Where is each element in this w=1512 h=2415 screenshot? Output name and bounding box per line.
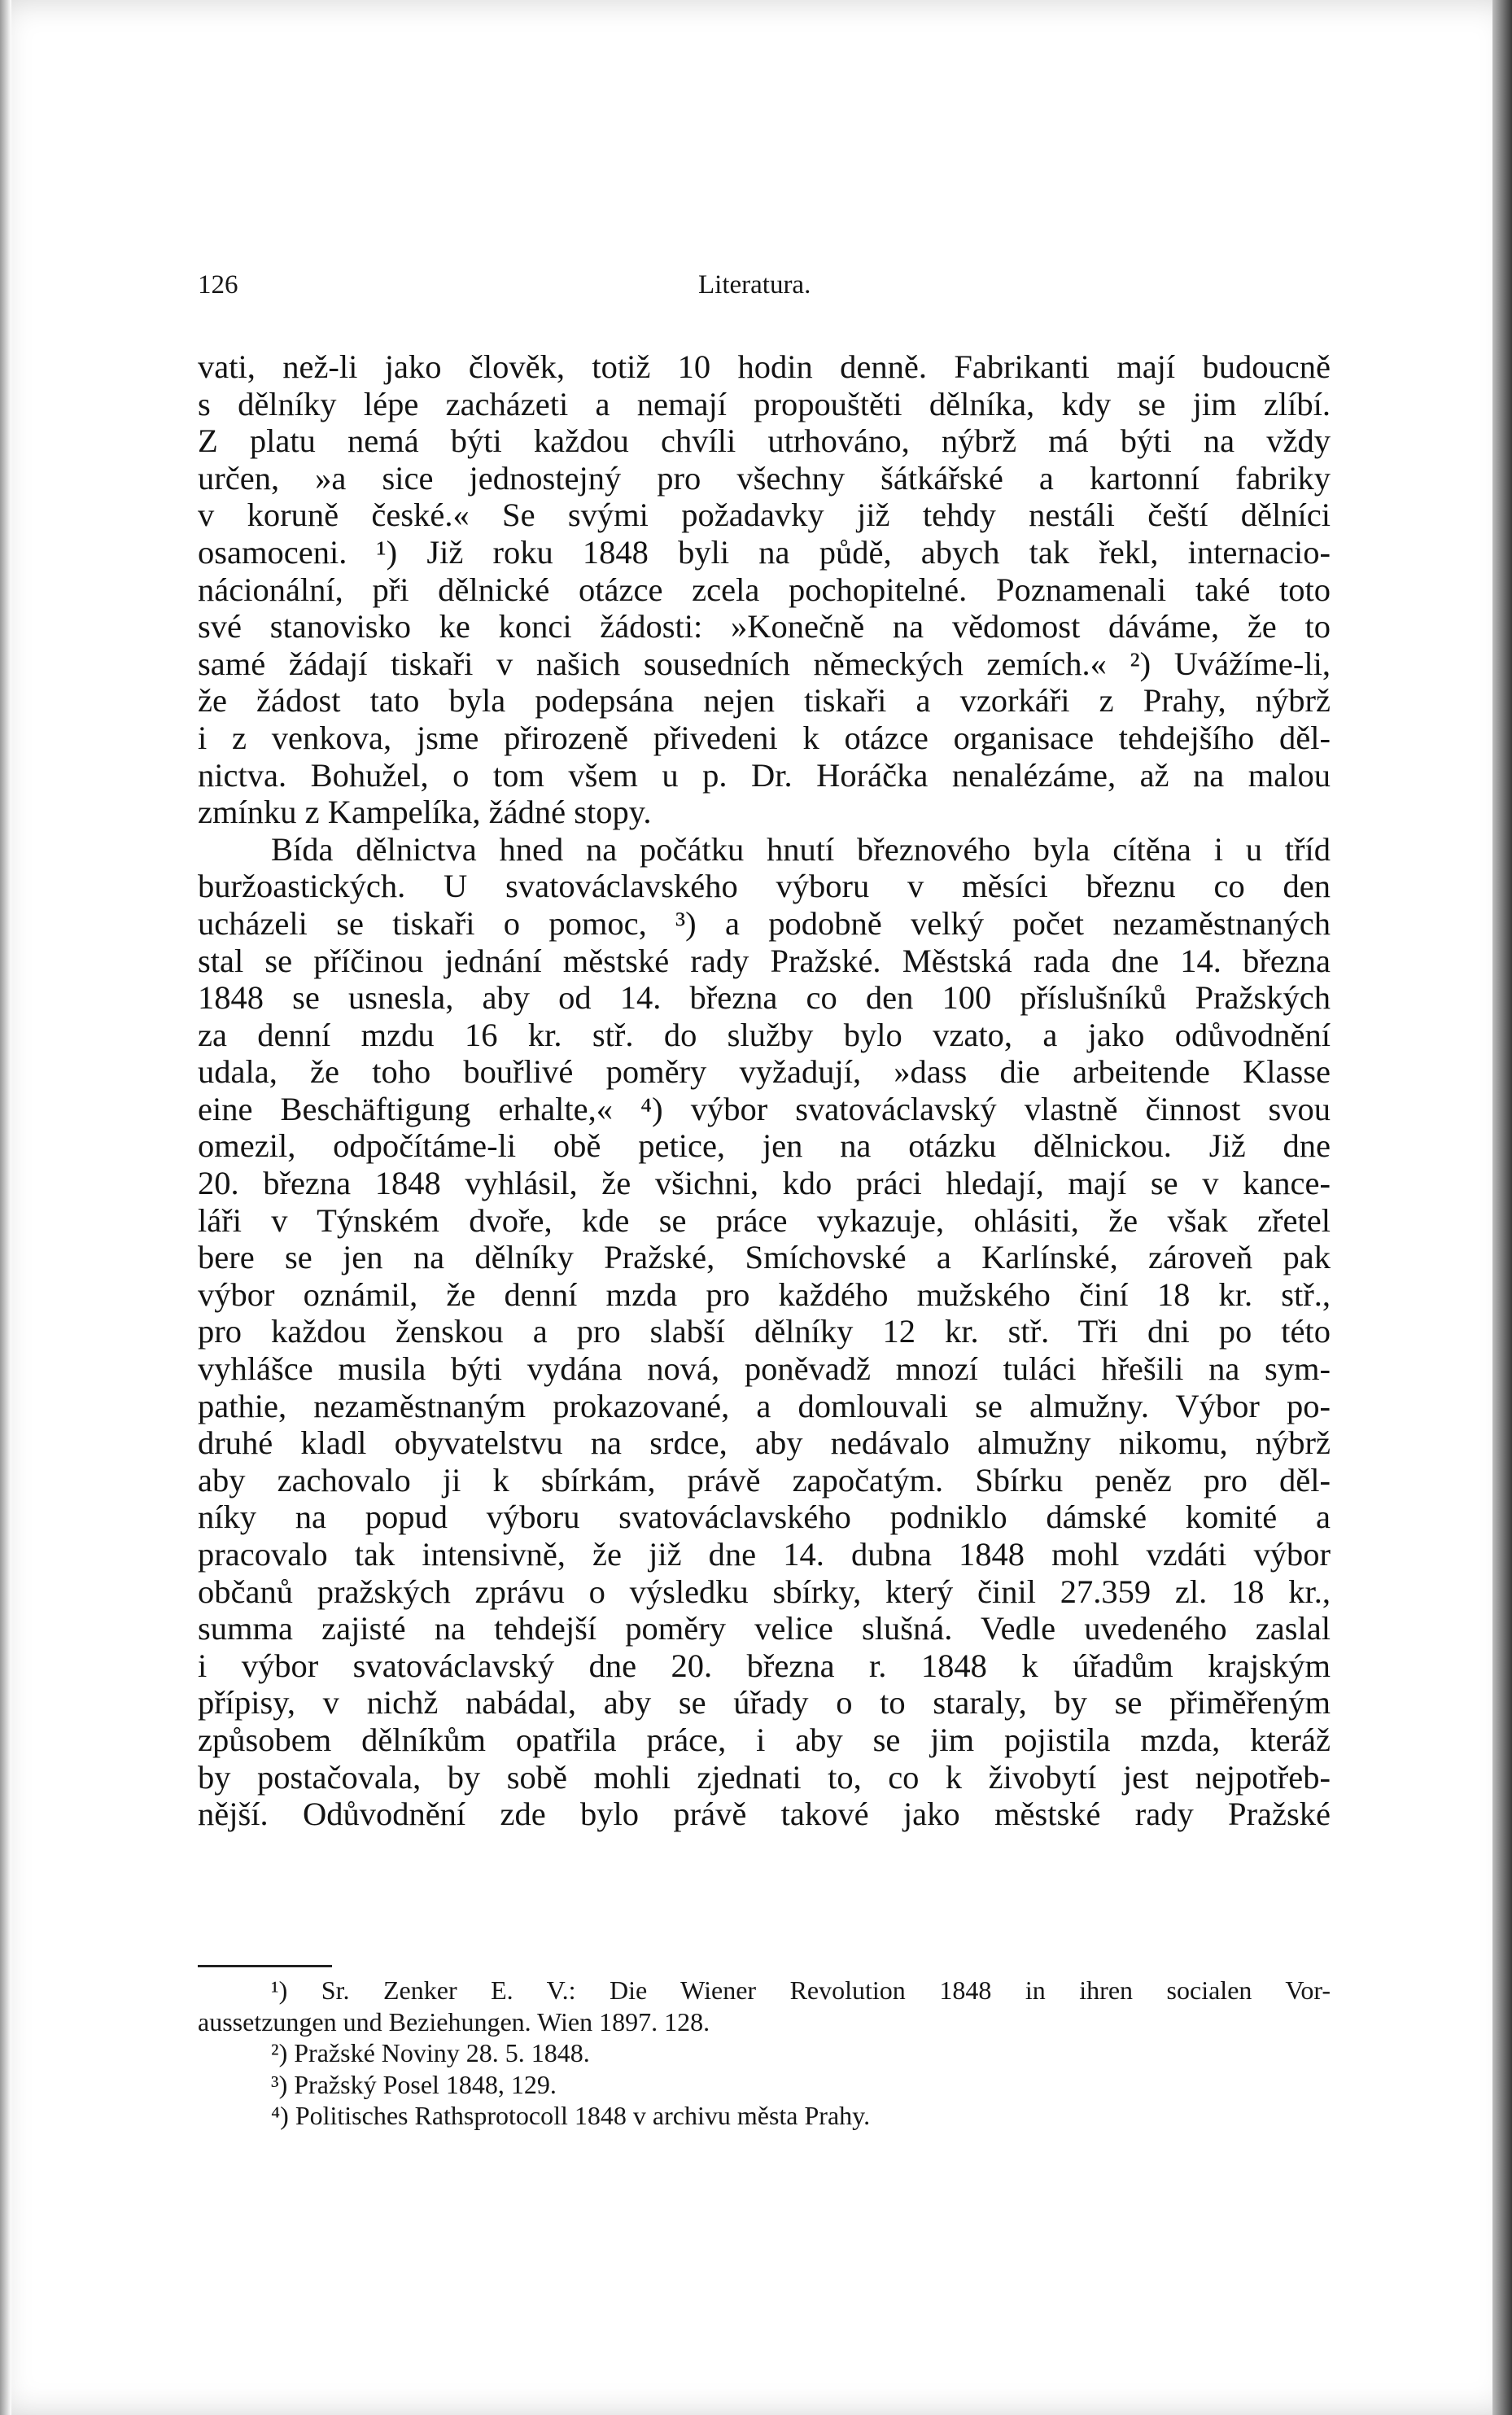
text-line: vyhlášce musila býti vydána nová, poněvadž mnozí tuláci hřešili na sym- <box>198 1350 1331 1388</box>
text-line: aby zachovalo ji k sbírkám, právě započatým. Sbírku peněz pro děl- <box>198 1461 1331 1498</box>
footnote: ³) Pražský Posel 1848, 129. <box>271 2069 557 2099</box>
text-line: určen, »a sice jednostejný pro všechny šátkářské a kartonní fabriky <box>198 459 1331 497</box>
body-text <box>198 348 1331 1833</box>
footnotes <box>198 1975 1331 2132</box>
text-line: nější. Odůvodnění zde bylo právě takové jako městské rady Pražské <box>198 1796 1331 1833</box>
text-line: buržoastických. U svatováclavského výboru v měsíci březnu co den <box>198 868 1331 905</box>
page-number: 126 <box>198 270 238 300</box>
text-line: Z platu nemá býti každou chvíli utrhováno, nýbrž má býti na vždy <box>198 422 1331 460</box>
text-line: přípisy, v nichž nabádal, aby se úřady o to staraly, by se přiměřeným <box>198 1684 1331 1722</box>
footnote: ²) Pražské Noviny 28. 5. 1848. <box>271 2038 590 2067</box>
text-line: s dělníky lépe zacházeti a nemají propouštěti dělníka, kdy se jim zlíbí. <box>198 385 1331 422</box>
text-line: stal se příčinou jednání městské rady Pražské. Městská rada dne 14. března <box>198 942 1331 979</box>
text-line: pro každou ženskou a pro slabší dělníky 12 kr. stř. Tři dni po této <box>198 1313 1331 1350</box>
text-line: 1848 se usnesla, aby od 14. března co den 100 příslušníků Pražských <box>198 979 1331 1017</box>
text-line: ucházeli se tiskaři o pomoc, ³) a podobně velký počet nezaměstnaných <box>198 904 1331 942</box>
text-line: osamoceni. ¹) Již roku 1848 byli na půdě, abych tak řekl, internacio- <box>198 533 1331 571</box>
text-line: druhé kladl obyvatelstvu na srdce, aby nedávalo almužny nikomu, nýbrž <box>198 1424 1331 1462</box>
text-line: eine Beschäftigung erhalte,« ⁴) výbor svatováclavský vlastně činnost svou <box>198 1090 1331 1127</box>
text-line: zmínku z Kampelíka, žádné stopy. <box>198 794 652 831</box>
footnote-divider <box>198 1965 332 1967</box>
text-line: by postačovala, by sobě mohli zjednati to, co k živobytí jest nejpotřeb- <box>198 1758 1331 1796</box>
text-line: summa zajisté na tehdejší poměry velice slušná. Vedle uvedeného zaslal <box>198 1610 1331 1647</box>
footnote: aussetzungen und Beziehungen. Wien 1897. 128. <box>198 2006 710 2037</box>
text-line: občanů pražských zprávu o výsledku sbírky, který činil 27.359 zl. 18 kr., <box>198 1573 1331 1610</box>
page-header <box>198 270 1337 311</box>
text-line: Bída dělnictva hned na počátku hnutí březnového byla cítěna i u tříd <box>271 830 1331 868</box>
text-line: způsobem dělníkům opatřila práce, i aby se jim pojistila mzda, kteráž <box>198 1721 1331 1758</box>
text-line: své stanovisko ke konci žádosti: »Konečně na vědomost dáváme, že to <box>198 608 1331 645</box>
text-line: nácionální, při dělnické otázce zcela pochopitelné. Poznamenali také toto <box>198 571 1331 608</box>
text-line: nictva. Bohužel, o tom všem u p. Dr. Horáčka nenalézáme, až na malou <box>198 756 1331 794</box>
text-line: pracovalo tak intensivně, že již dne 14. dubna 1848 mohl vzdáti výbor <box>198 1536 1331 1573</box>
text-line: i z venkova, jsme přirozeně přivedeni k otázce organisace tehdejšího děl- <box>198 719 1331 756</box>
text-line: výbor oznámil, že denní mzda pro každého mužského činí 18 kr. stř., <box>198 1275 1331 1313</box>
running-title: Literatura. <box>698 270 811 300</box>
text-line: udala, že toho bouřlivé poměry vyžadují, »dass die arbeitende Klasse <box>198 1053 1331 1091</box>
text-line: pathie, nezaměstnaným prokazované, a domlouvali se almužny. Výbor po- <box>198 1387 1331 1424</box>
text-line: v koruně české.« Se svými požadavky již tehdy nestáli čeští dělníci <box>198 497 1331 534</box>
text-line: i výbor svatováclavský dne 20. března r. 1848 k úřadům krajským <box>198 1647 1331 1684</box>
footnote: ¹) Sr. Zenker E. V.: Die Wiener Revolution 1848 in ihren socialen Vor- <box>271 1975 1331 2005</box>
footnote: ⁴) Politisches Rathsprotocoll 1848 v archivu města Prahy. <box>271 2101 871 2130</box>
text-line: láři v Týnském dvoře, kde se práce vykazuje, ohlásiti, že však zřetel <box>198 1201 1331 1239</box>
text-line: bere se jen na dělníky Pražské, Smíchovské a Karlínské, zároveň pak <box>198 1239 1331 1276</box>
text-line: za denní mzdu 16 kr. stř. do služby bylo vzato, a jako odůvodnění <box>198 1016 1331 1053</box>
text-line: vati, než-li jako člověk, totiž 10 hodin denně. Fabrikanti mají budoucně <box>198 348 1331 385</box>
text-line: omezil, odpočítáme-li obě petice, jen na otázku dělnickou. Již dne <box>198 1127 1331 1165</box>
text-line: samé žádají tiskaři v našich sousedních německých zemích.« ²) Uvážíme-li, <box>198 645 1331 682</box>
text-line: 20. března 1848 vyhlásil, že všichni, kdo práci hledají, mají se v kance- <box>198 1165 1331 1202</box>
text-line: níky na popud výboru svatováclavského podniklo dámské komité a <box>198 1498 1331 1536</box>
text-line: že žádost tato byla podepsána nejen tiskaři a vzorkáři z Prahy, nýbrž <box>198 682 1331 720</box>
